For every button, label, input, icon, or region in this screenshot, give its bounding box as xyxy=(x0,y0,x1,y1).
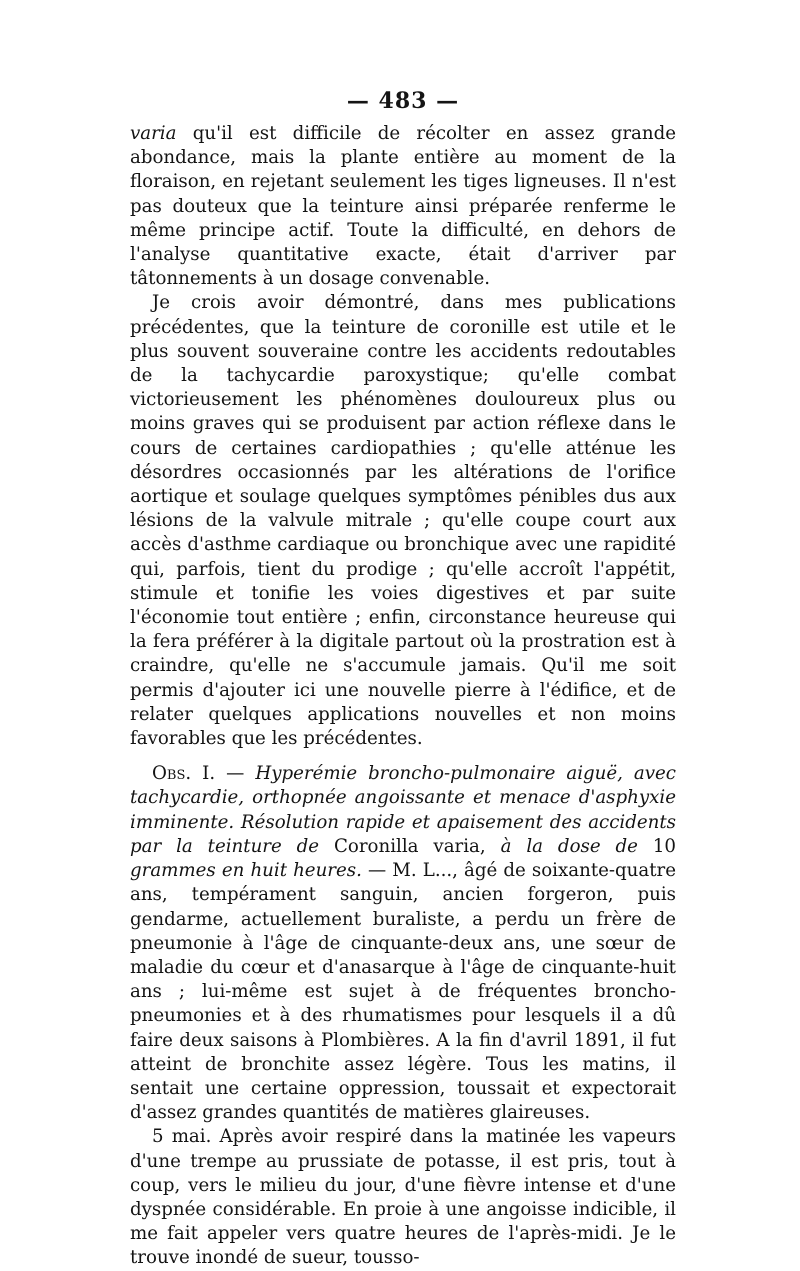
page-number: — 483 — xyxy=(346,88,460,114)
observation-title: Hyperémie broncho-pulmonaire aiguë, avec tachycardie, orthopnée angoissante et menace d'asphyxie imminente. Résolution rapide et apaisement des accidents par la teinture de xyxy=(130,763,676,857)
paragraph-text: Je crois avoir démontré, dans mes publications précédentes, que la teinture de coronille est utile et le plus souvent souveraine contre les accidents redoutables de la tachycardie paroxystique; qu'elle combat victorieusement les phénomènes douloureux plus ou moins graves qui se produisent par action réflexe dans le cours de certaines cardiopathies ; qu'elle atténue les désordres occasionnés par les altérations de l'orifice aortique et soulage quelques symptômes pénibles dus aux lésions de la valvule mitrale ; qu'elle coupe court aux accès d'asthme cardiaque ou bronchique avec une rapidité qui, parfois, tient du prodige ; qu'elle accroît l'appétit, stimule et tonifie les voies digestives et par suite l'économie tout entière ; enfin, circonstance heureuse qui la fera préférer à la digitale partout où la prostration est à craindre, qu'elle ne s'accumule jamais. Qu'il me soit permis d'ajouter ici une nouvelle pierre à l'édifice, et de relater quelques applications nouvelles et non moins favorables que les précédentes. xyxy=(130,292,676,750)
book-page xyxy=(130,88,676,1271)
paragraph-text: 5 mai. Après avoir respiré dans la matinée les vapeurs d'une trempe au prussiate de potasse, il est pris, tout à coup, vers le milieu du jour, d'une fièvre intense et d'une dyspnée considérable. En proie à une angoisse indicible, il me fait appeler vers quatre heures de l'après-midi. Je le trouve inondé de sueur, tousso- xyxy=(130,1126,676,1269)
paragraph-text: qu'il est difficile de récolter en assez grande abondance, mais la plante entière au moment de la floraison, en rejetant seulement les tiges ligneuses. Il n'est pas douteux que la teinture ainsi préparée renferme le même principe actif. Toute la difficulté, en dehors de l'analyse quantitative exacte, était d'arriver par tâtonnements à un dosage convenable. xyxy=(130,123,676,290)
plant-name: Coronilla varia, xyxy=(319,835,501,857)
paragraph-continuation xyxy=(130,122,676,291)
paragraph-coronille-benefits xyxy=(130,291,676,751)
observation-label: Obs. I. xyxy=(152,763,216,785)
observation-text: — M. L..., âgé de soixante-quatre ans, tempérament sanguin, ancien forgeron, puis gendarme, actuellement buraliste, a perdu un frère de pneumonie à l'âge de cinquante-deux ans, une sœur de maladie du cœur et d'anasarque à l'âge de cinquante-huit ans ; lui-même est sujet à de fréquentes broncho-pneumonies et à des rhumatismes pour lesquels il a dû faire deux saisons à Plombières. A la fin d'avril 1891, il fut atteint de bronchite assez légère. Tous les matins, il sentait une certaine oppression, toussait et expectorait d'assez grandes quantités de matières glaireuses. xyxy=(130,860,676,1124)
paragraph-may-fifth xyxy=(130,1125,676,1270)
observation-dash: — xyxy=(215,763,256,785)
dose-value: 10 xyxy=(637,835,676,857)
dose-prefix: à la dose de xyxy=(500,835,638,857)
observation-paragraph xyxy=(130,762,676,1125)
continued-word: varia xyxy=(130,123,177,144)
dose-suffix: grammes en huit heures. xyxy=(130,860,362,882)
